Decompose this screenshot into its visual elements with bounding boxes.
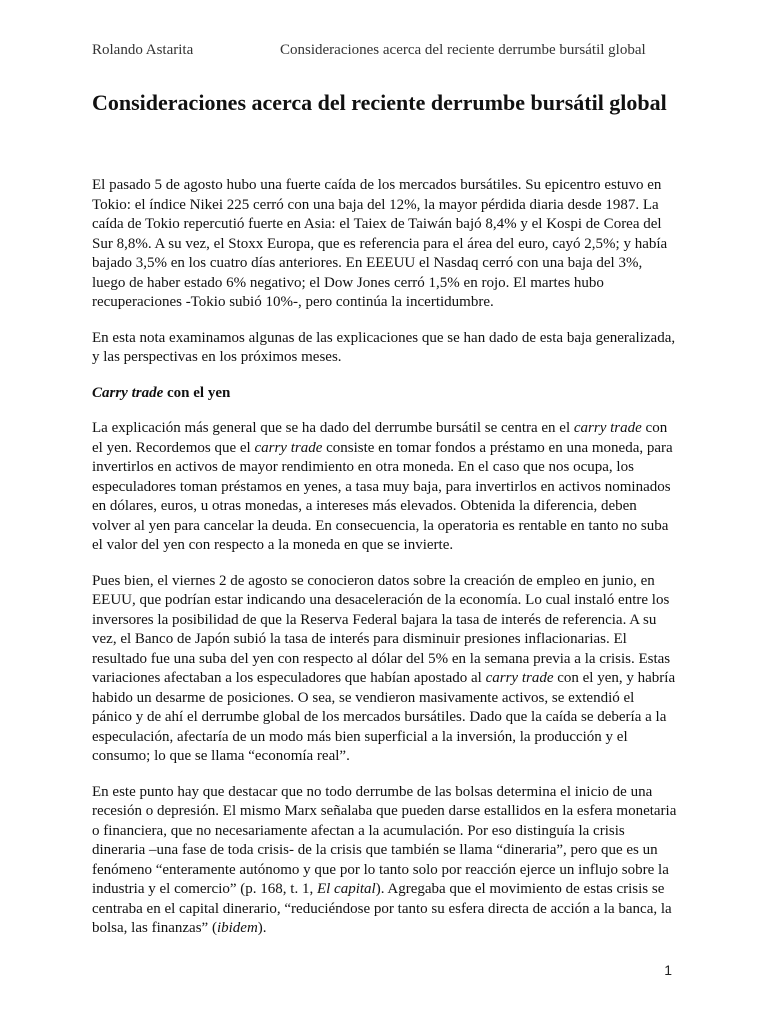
document-title: Consideraciones acerca del reciente derrumbe bursátil global	[92, 90, 667, 115]
p5-italic-1: El capital	[316, 881, 376, 897]
p5-italic-2: ibidem	[216, 920, 258, 936]
p3-italic-1: carry trade	[573, 420, 642, 436]
paragraph-2: En esta nota examinamos algunas de las explicaciones que se han dado de esta baja generalizada, y las perspectivas en los próximos meses.	[92, 329, 676, 365]
paragraph-3	[92, 419, 678, 556]
header-author: Rolando Astarita	[92, 42, 194, 58]
page-number: 1	[664, 962, 672, 978]
section-heading-italic: Carry trade	[92, 384, 164, 401]
document-body	[92, 176, 678, 955]
p5-text-c: ).	[257, 920, 267, 936]
paragraph-1: El pasado 5 de agosto hubo una fuerte caída de los mercados bursátiles. Su epicentro estuvo en Tokio: el índice Nikei 225 cerró con una baja del 12%, la mayor pérdida diaria desde 1987. La caída de Tokio repercutió fuerte en Asia: el Taiex de Taiwán bajó 8,4% y el Kospi de Corea del Sur 8,8%. A su vez, el Stoxx Europa, que es referencia para el área del euro, cayó 2,5%; y había bajado 3,5% en los cuatro días anteriores. En EEEUU el Nasdaq cerró con una baja del 3%, luego de haber estado 6% negativo; el Dow Jones cerró 1,5% en rojo. El martes hubo recuperaciones -Tokio subió 10%-, pero continúa la incertidumbre.	[92, 177, 668, 310]
p3-text-b: con el yen. Recordemos que el	[92, 420, 668, 456]
paragraph-5	[92, 783, 678, 939]
paragraph-4	[92, 572, 678, 767]
p4-text-a: Pues bien, el viernes 2 de agosto se conocieron datos sobre la creación de empleo en junio, en EEUU, que podrían estar indicando una desaceleración de la economía. Lo cual instaló entre los inversores la posibilidad de que la Reserva Federal bajara la tasa de interés de referencia. A su vez, el Banco de Japón subió la tasa de interés para disminuir presiones inflacionarias. El resultado fue una suba del yen con respecto al dólar del 5% en la semana previa a la crisis. Estas variaciones afectaban a los especuladores que habían apostado al	[92, 572, 671, 686]
section-heading-rest: con el yen	[163, 384, 231, 401]
p3-italic-2: carry trade	[254, 439, 323, 456]
p5-text-a: En este punto hay que destacar que no todo derrumbe de las bolsas determina el inicio de una recesión o depresión. El mismo Marx señalaba que pueden darse estallidos en la esfera monetaria o financiera, que no necesariamente afectan a la acumulación. Por eso distinguía la crisis dineraria –una fase de toda crisis- de la crisis que también se llama “dineraria”, pero que es un fenómeno “enteramente autónomo y que por lo tanto solo por reacción ejerce un influjo sobre la industria y el comercio” (p. 168, t. 1,	[92, 783, 677, 897]
p4-italic-1: carry trade	[485, 670, 554, 686]
header-title: Consideraciones acerca del reciente derrumbe bursátil global	[280, 42, 646, 58]
p3-text-c: consiste en tomar fondos a préstamo en una moneda, para invertirlos en activos de mayor rendimiento en otra moneda. En el caso que nos ocupa, los especuladores toman préstamos en yenes, a tasa muy baja, para invertirlos en activos nominados en dólares, euros, u otras monedas, a intereses más elevados. Obtenida la diferencia, deben volver al yen para cancelar la deuda. En consecuencia, la operatoria es rentable en tanto no suba el valor del yen con respecto a la moneda en que se invierte.	[92, 439, 673, 553]
p3-text-a: La explicación más general que se ha dado del derrumbe bursátil se centra en el	[92, 420, 574, 436]
section-heading	[92, 384, 678, 404]
p5-text-b: ). Agregaba que el movimiento de estas crisis se centraba en el capital dinerario, “reduciéndose por tanto su esfera directa de acción a la banca, la bolsa, las finanzas” (	[92, 881, 672, 936]
p4-text-b: con el yen, y habría habido un desarme de posiciones. O sea, se vendieron masivamente activos, se extendió el pánico y de ahí el derrumbe global de los mercados bursátiles. Dado que la caída se debería a la especulación, afectaría de un modo más bien superficial a la inversión, la producción y el consumo; lo que se llama “economía real”.	[92, 670, 676, 764]
